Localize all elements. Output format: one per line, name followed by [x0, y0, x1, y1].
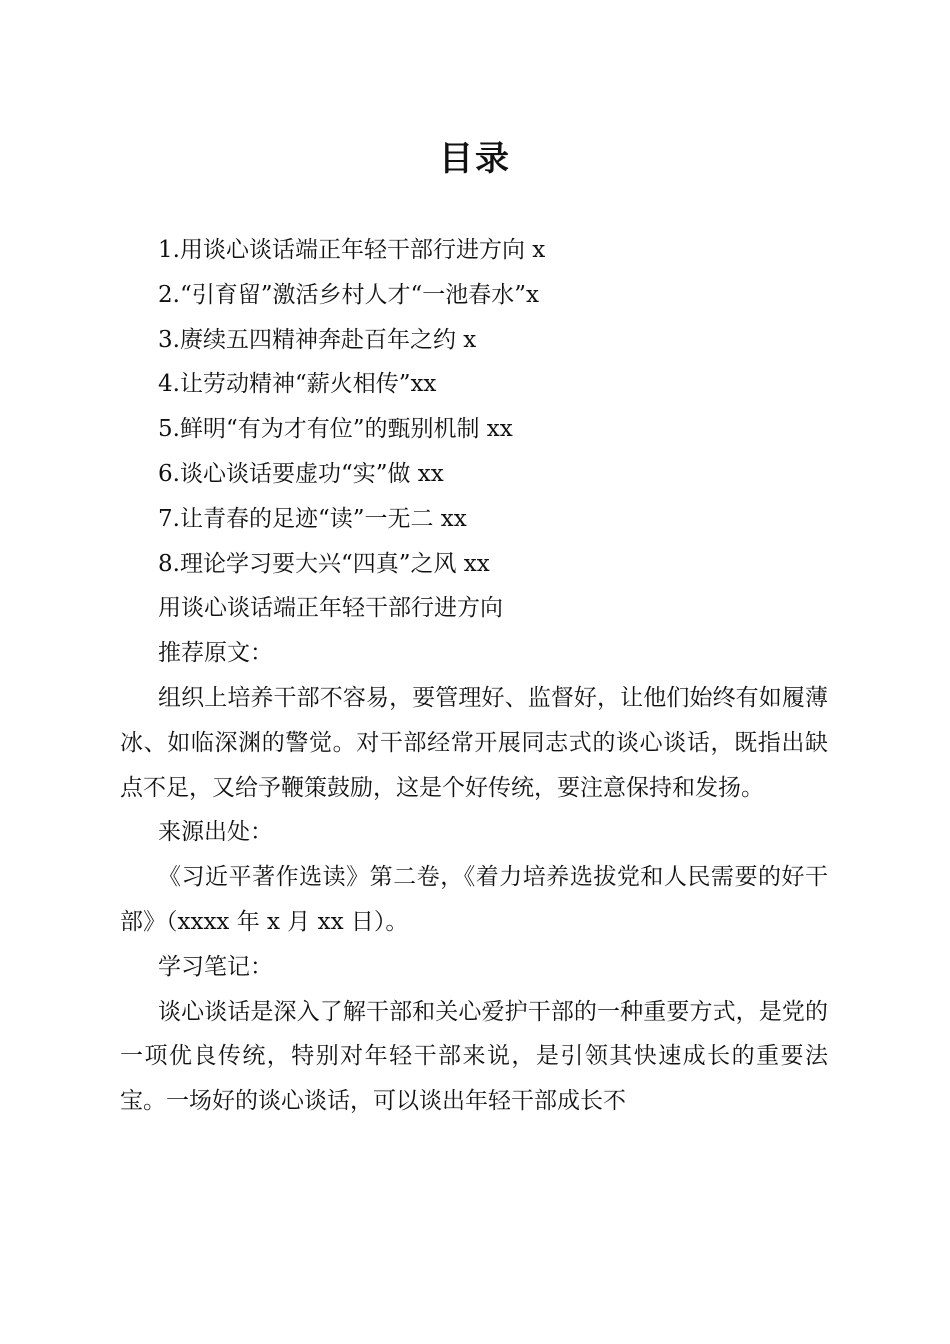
original-text-paragraph: 组织上培养干部不容易，要管理好、监督好，让他们始终有如履薄冰、如临深渊的警觉。对干部经常开展同志式的谈心谈话，既指出缺点不足，又给予鞭策鼓励，这是个好传统，要注意保持和发扬。: [120, 684, 828, 801]
toc-item-3: 3.赓续五四精神奔赴百年之约 x: [158, 326, 477, 353]
toc-item-2: 2.“引育留”激活乡村人才“一池春水”x: [158, 281, 539, 308]
toc-item-5: 5.鲜明“有为才有位”的甄别机制 xx: [158, 416, 513, 443]
toc-item-8: 8.理论学习要大兴“四真”之风 xx: [158, 550, 490, 577]
toc-item-7: 7.让青春的足迹“读”一无二 xx: [158, 505, 467, 532]
toc-item-6: 6.谈心谈话要虚功“实”做 xx: [158, 460, 444, 487]
source-label: 来源出处：: [158, 819, 273, 846]
toc-item-4: 4.让劳动精神“薪火相传”xx: [158, 371, 437, 398]
original-text-label: 推荐原文：: [158, 640, 273, 667]
study-notes-label: 学习笔记：: [158, 953, 273, 980]
document-title: 目录: [439, 139, 511, 179]
toc-item-1: 1.用谈心谈话端正年轻干部行进方向 x: [158, 237, 546, 263]
document-content: [120, 228, 828, 1124]
article-heading: 用谈心谈话端正年轻干部行进方向: [158, 595, 503, 622]
study-notes-paragraph: 谈心谈话是深入了解干部和关心爱护干部的一种重要方式，是党的一项优良传统，特别对年轻干部来说，是引领其快速成长的重要法宝。一场好的谈心谈话，可以谈出年轻干部成长不: [120, 998, 828, 1115]
source-paragraph: 《习近平著作选读》第二卷，《着力培养选拔党和人民需要的好干部》（xxxx 年 x 月 xx 日）。: [120, 864, 828, 935]
